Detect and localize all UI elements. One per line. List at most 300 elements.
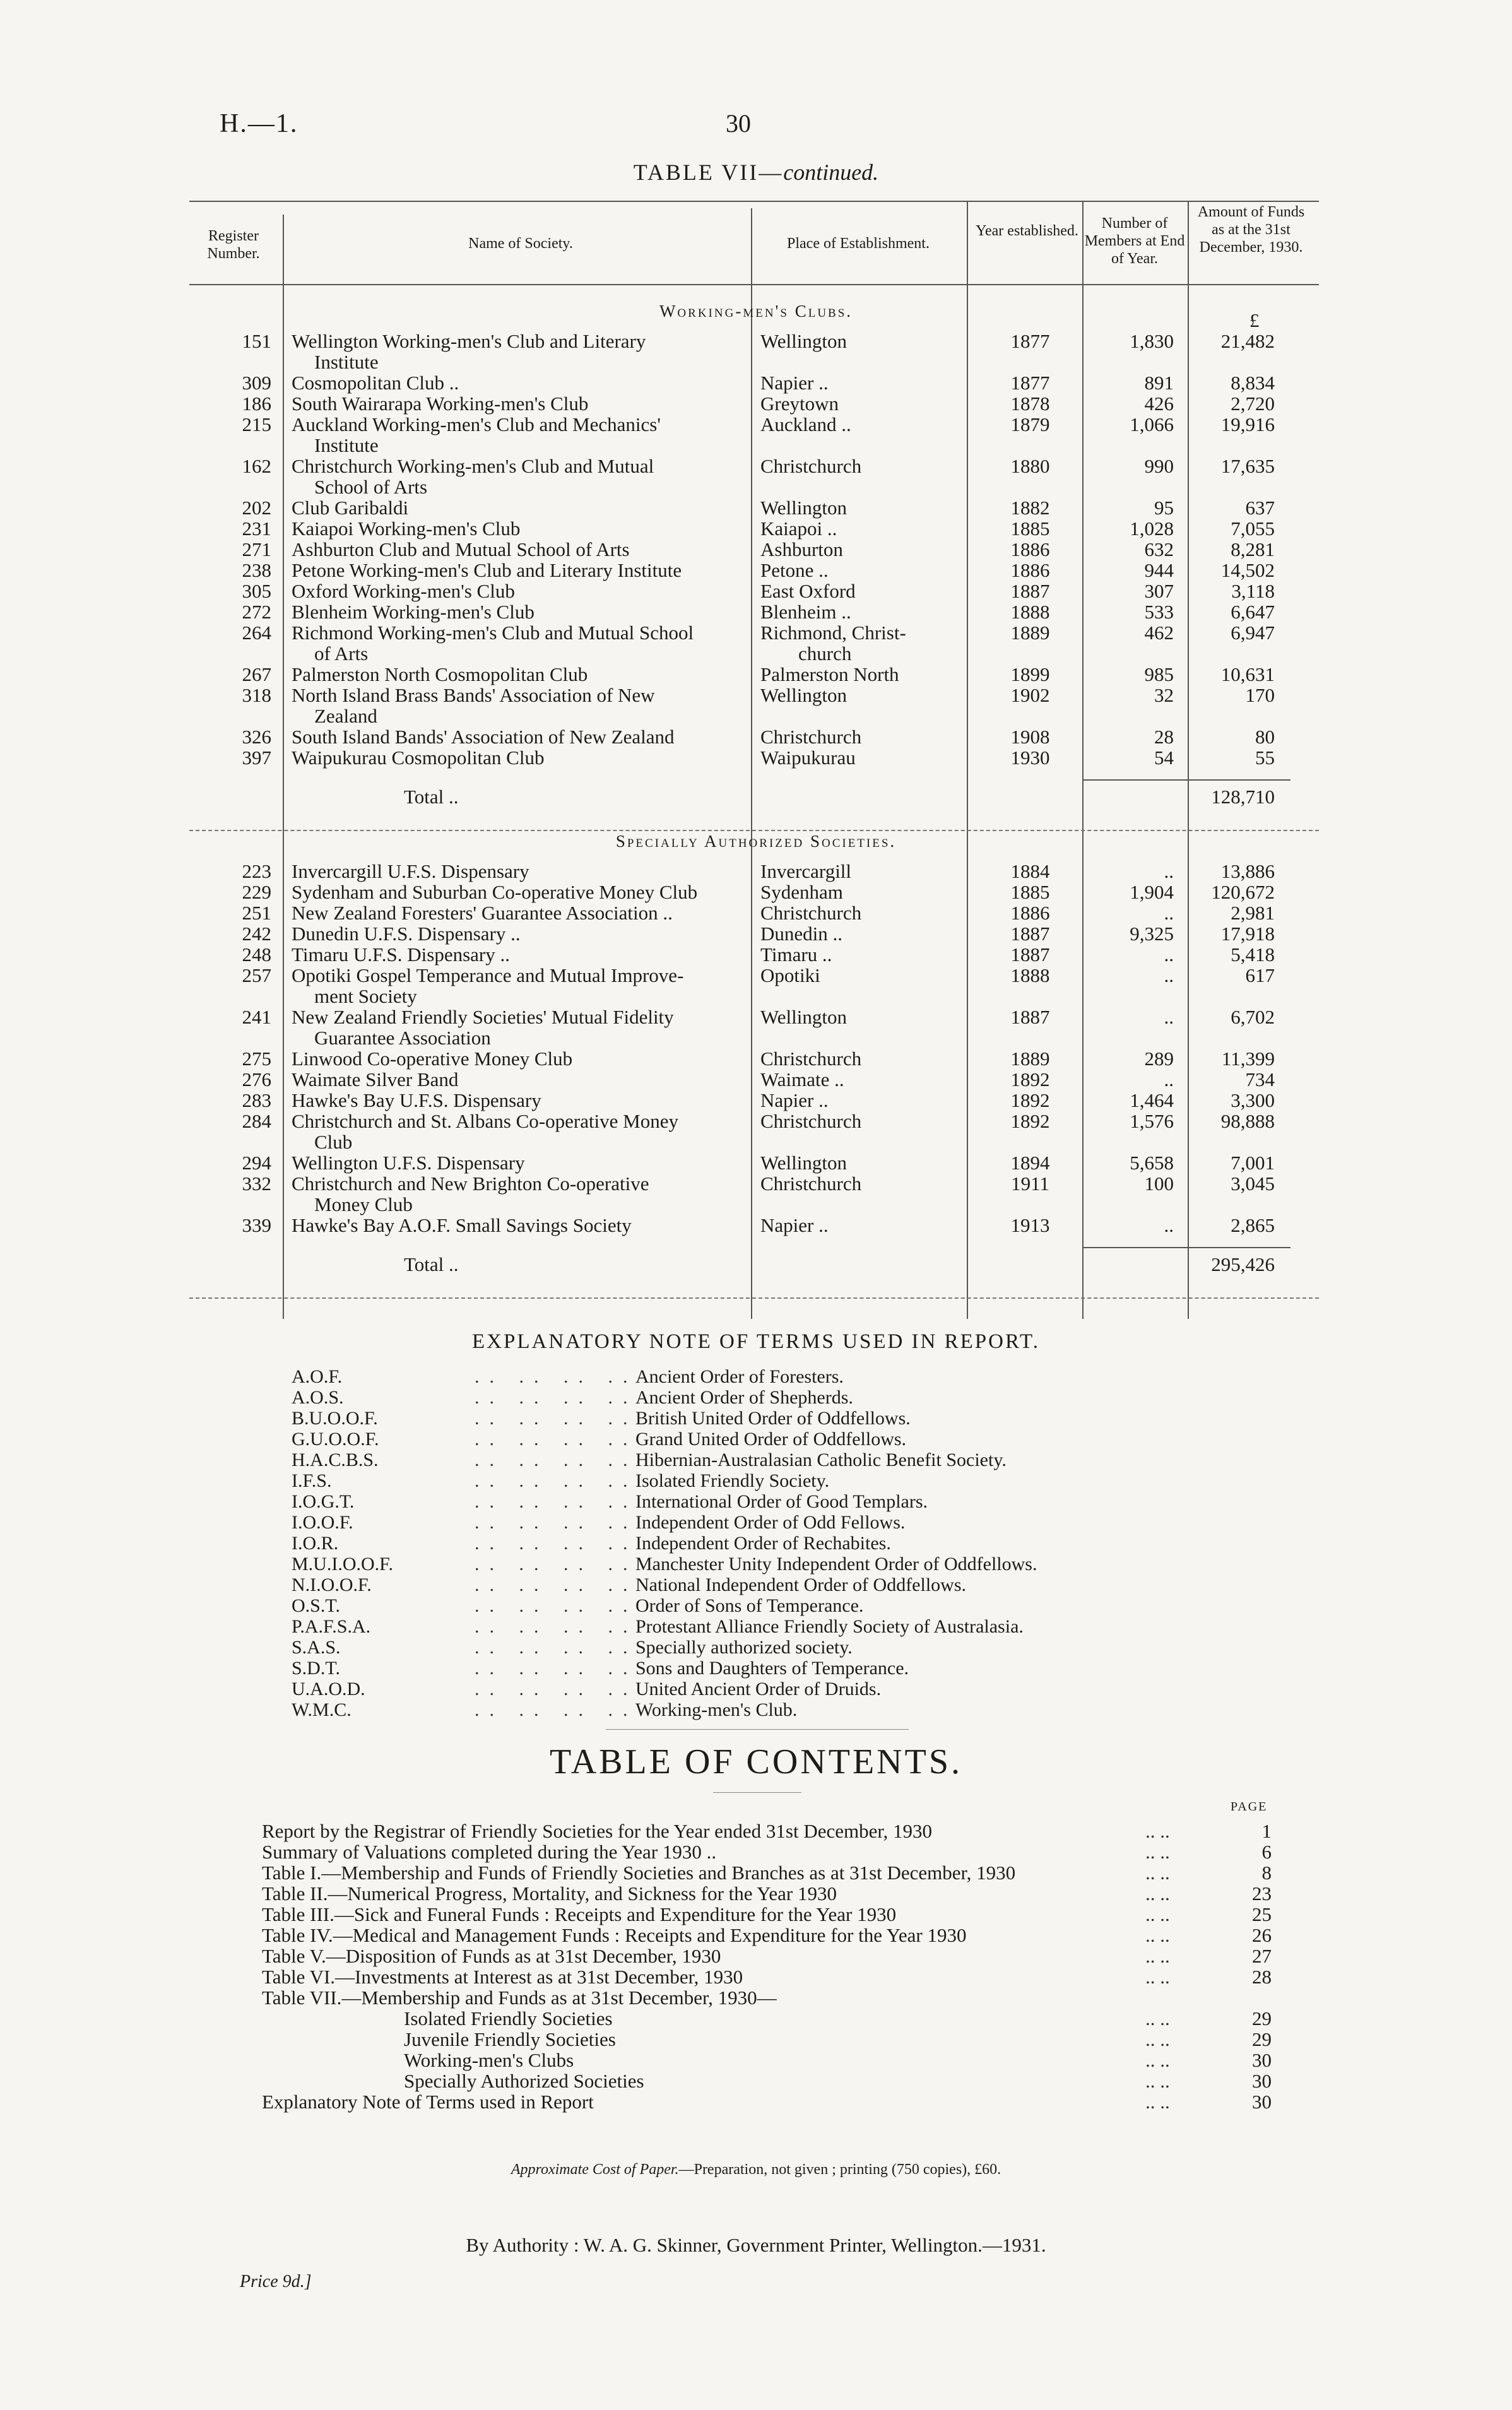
place-text: Wellington: [760, 684, 847, 706]
place-text: Wellington: [760, 1006, 847, 1028]
contents-item-title: Table IV.—Medical and Management Funds : Receipts and Expenditure for the Year 1930: [262, 1924, 967, 1946]
register-number: 276: [242, 1068, 271, 1090]
place-of-establishment: [760, 882, 956, 902]
year-established: 1894: [1010, 1152, 1050, 1174]
contents-item-title: Table II.—Numerical Progress, Mortality, and Sickness for the Year 1930: [262, 1882, 837, 1905]
contents-item-page: 29: [1252, 2028, 1272, 2050]
place-text: Palmerston North: [760, 663, 899, 685]
leader-dots: .. .. .. ..: [475, 1512, 638, 1533]
society-name-text: Opotiki Gospel Temperance and Mutual Improve-: [292, 964, 684, 986]
place-of-establishment: [760, 1215, 956, 1236]
year-established: 1882: [1010, 497, 1050, 519]
society-name-text: Timaru U.F.S. Dispensary ..: [292, 943, 511, 966]
society-name-text: Oxford Working-men's Club: [292, 580, 515, 602]
society-name: [292, 944, 740, 965]
society-name-text: Wellington U.F.S. Dispensary: [292, 1152, 525, 1174]
register-number: 186: [242, 393, 271, 415]
register-number: 238: [242, 559, 271, 581]
society-name-continued: Guarantee Association: [314, 1027, 491, 1049]
place-text: Ashburton: [760, 538, 843, 560]
society-name: [292, 497, 740, 518]
funds-amount: 7,001: [1231, 1152, 1275, 1174]
year-established: 1930: [1010, 747, 1050, 769]
abbreviation: A.O.S.: [292, 1387, 344, 1408]
funds-amount: 17,918: [1220, 923, 1275, 945]
contents-item-page: 6: [1261, 1841, 1272, 1863]
society-name-continued: Institute: [314, 351, 379, 373]
society-name-text: Richmond Working-men's Club and Mutual School: [292, 622, 694, 644]
register-number: 283: [242, 1089, 271, 1111]
leader-dots: .. .. .. ..: [475, 1450, 638, 1470]
place-text: Wellington: [760, 1152, 847, 1174]
abbreviation: I.O.O.F.: [292, 1512, 353, 1533]
abbreviation-meaning: Manchester Unity Independent Order of Oddfellows.: [635, 1554, 1037, 1574]
place-text: Wellington: [760, 497, 847, 519]
total-rule: [1082, 1247, 1291, 1248]
place-of-establishment: [760, 331, 956, 351]
leader-dots: .. .. .. ..: [475, 1533, 638, 1554]
funds-amount: 120,672: [1211, 881, 1275, 903]
contents-item-page: 23: [1252, 1882, 1272, 1905]
register-number: 257: [242, 964, 271, 986]
society-name: [292, 331, 740, 372]
col-members: Number of Members at End of Year.: [1084, 215, 1185, 267]
society-name: [292, 923, 740, 944]
society-name-text: Waipukurau Cosmopolitan Club: [292, 747, 545, 769]
year-established: 1877: [1010, 330, 1050, 352]
society-name-text: Hawke's Bay U.F.S. Dispensary: [292, 1089, 541, 1111]
register-number: 248: [242, 943, 271, 966]
place-of-establishment: [760, 1111, 956, 1131]
abbreviation: A.O.F.: [292, 1366, 343, 1387]
place-of-establishment: [760, 1152, 956, 1173]
society-name: [292, 1215, 740, 1236]
contents-item-title: Table VI.—Investments at Interest as at 31st December, 1930: [262, 1966, 743, 1988]
society-name: [292, 1152, 740, 1173]
society-name-text: Waimate Silver Band: [292, 1068, 459, 1090]
member-count: 9,325: [1130, 923, 1174, 945]
contents-item-page: 1: [1261, 1820, 1272, 1842]
society-name-continued: ment Society: [314, 985, 417, 1007]
funds-amount: 3,118: [1231, 580, 1275, 602]
register-number: 202: [242, 497, 271, 519]
funds-amount: 734: [1245, 1068, 1275, 1090]
abbreviation-meaning: National Independent Order of Oddfellows.: [635, 1574, 967, 1595]
funds-amount: 3,300: [1231, 1089, 1275, 1111]
leader-dots: .. .. .. ..: [475, 1679, 638, 1699]
place-text: Waimate ..: [760, 1068, 844, 1090]
member-count: 1,576: [1130, 1110, 1174, 1132]
place-of-establishment: [760, 923, 956, 944]
place-of-establishment: [760, 393, 956, 414]
year-established: 1885: [1010, 881, 1050, 903]
society-name-text: Cosmopolitan Club ..: [292, 372, 459, 394]
society-name: [292, 581, 740, 601]
funds-amount: 6,647: [1231, 601, 1275, 623]
contents-item-page: 26: [1252, 1924, 1272, 1946]
society-name: [292, 372, 740, 393]
year-established: 1887: [1010, 580, 1050, 602]
society-name: [292, 882, 740, 902]
year-established: 1889: [1010, 1048, 1050, 1070]
funds-amount: 10,631: [1220, 663, 1275, 685]
leader-dots: .. .. .. ..: [475, 1616, 638, 1637]
society-name: [292, 1069, 740, 1090]
member-count: 462: [1144, 622, 1174, 644]
society-name: [292, 393, 740, 414]
leader-dots: .. .. .. ..: [475, 1408, 638, 1429]
member-count: ..: [1164, 1006, 1174, 1028]
place-of-establishment: [760, 1007, 956, 1027]
society-name: [292, 747, 740, 768]
year-established: 1884: [1010, 860, 1050, 882]
leader-dots: .. .. .. ..: [475, 1491, 638, 1512]
register-number: 326: [242, 726, 271, 748]
contents-item-page: 28: [1252, 1966, 1272, 1988]
register-number: 305: [242, 580, 271, 602]
member-count: 5,658: [1130, 1152, 1174, 1174]
member-count: ..: [1164, 943, 1174, 966]
place-text: Auckland ..: [760, 413, 851, 435]
society-name: [292, 622, 740, 664]
register-number: 264: [242, 622, 271, 644]
register-number: 229: [242, 881, 271, 903]
contents-item-title: Table III.—Sick and Funeral Funds : Receipts and Expenditure for the Year 1930: [262, 1903, 897, 1925]
document-code: H.—1.: [220, 109, 298, 138]
col-year: Year established.: [976, 223, 1078, 239]
year-established: 1887: [1010, 923, 1050, 945]
member-count: 100: [1144, 1173, 1174, 1195]
currency-symbol: £: [1249, 309, 1260, 331]
place-of-establishment: [760, 1069, 956, 1090]
abbreviation-meaning: Hibernian-Australasian Catholic Benefit Society.: [635, 1450, 1007, 1470]
society-name-text: Christchurch and St. Albans Co-operative Money: [292, 1110, 679, 1132]
member-count: 307: [1144, 580, 1174, 602]
abbreviation-meaning: Order of Sons of Temperance.: [635, 1595, 864, 1616]
society-name: [292, 539, 740, 560]
place-text: Napier ..: [760, 372, 829, 394]
abbreviation-meaning: International Order of Good Templars.: [635, 1491, 928, 1512]
abbreviation: H.A.C.B.S.: [292, 1450, 379, 1470]
society-name-continued: Money Club: [314, 1193, 413, 1215]
funds-amount: 19,916: [1220, 413, 1275, 435]
leader-dots: .. ..: [1145, 2049, 1170, 2071]
member-count: 1,066: [1130, 413, 1174, 435]
total-label: Total ..: [404, 786, 459, 808]
leader-dots: .. ..: [1145, 1903, 1170, 1925]
funds-amount: 80: [1255, 726, 1275, 748]
leader-dots: .. .. .. ..: [475, 1387, 638, 1408]
member-count: 1,028: [1130, 517, 1174, 540]
place-of-establishment: [760, 685, 956, 706]
abbreviation: I.O.R.: [292, 1533, 339, 1554]
col-name: Name of Society.: [468, 235, 573, 252]
leader-dots: .. ..: [1145, 1820, 1170, 1842]
society-name-text: Palmerston North Cosmopolitan Club: [292, 663, 588, 685]
contents-item-title: Explanatory Note of Terms used in Report: [262, 2091, 594, 2113]
table-title: TABLE VII—continued.: [633, 160, 879, 185]
place-of-establishment: [760, 861, 956, 882]
place-of-establishment: [760, 560, 956, 581]
leader-dots: .. .. .. ..: [475, 1366, 638, 1387]
year-established: 1877: [1010, 372, 1050, 394]
society-name-text: Linwood Co-operative Money Club: [292, 1048, 573, 1070]
year-established: 1878: [1010, 393, 1050, 415]
society-name-text: New Zealand Foresters' Guarantee Association ..: [292, 902, 673, 924]
place-text: Invercargill: [760, 860, 852, 882]
place-text: Sydenham: [760, 881, 843, 903]
contents-item-title: Working-men's Clubs: [404, 2049, 574, 2071]
col-place: Place of Establishment.: [787, 235, 930, 252]
register-number: 284: [242, 1110, 271, 1132]
leader-dots: .. ..: [1145, 2091, 1170, 2113]
abbreviation-meaning: Specially authorized society.: [635, 1637, 853, 1658]
member-count: 426: [1144, 393, 1174, 415]
society-name: [292, 1007, 740, 1048]
member-count: 632: [1144, 538, 1174, 560]
member-count: 891: [1144, 372, 1174, 394]
society-name-text: Christchurch Working-men's Club and Mutual: [292, 455, 654, 477]
abbreviation: N.I.O.O.F.: [292, 1574, 372, 1595]
funds-amount: 17,635: [1220, 455, 1275, 477]
year-established: 1885: [1010, 517, 1050, 540]
page-column-label: PAGE: [1231, 1800, 1268, 1814]
member-count: 944: [1144, 559, 1174, 581]
contents-item-page: 30: [1252, 2049, 1272, 2071]
contents-item-page: 29: [1252, 2007, 1272, 2029]
explanatory-title: EXPLANATORY NOTE OF TERMS USED IN REPORT.: [472, 1330, 1040, 1353]
contents-item-page: 8: [1261, 1862, 1272, 1884]
place-of-establishment: [760, 1090, 956, 1111]
society-name: [292, 1111, 740, 1152]
abbreviation-meaning: Sons and Daughters of Temperance.: [635, 1658, 909, 1679]
member-count: 985: [1144, 663, 1174, 685]
section-rule: [189, 830, 1319, 831]
section-title: Specially Authorized Societies.: [615, 832, 897, 851]
leader-dots: .. .. .. ..: [475, 1699, 638, 1720]
place-of-establishment: [760, 1173, 956, 1194]
place-of-establishment: [760, 497, 956, 518]
register-number: 271: [242, 538, 271, 560]
year-established: 1888: [1010, 601, 1050, 623]
contents-item-page: 25: [1252, 1903, 1272, 1925]
society-name-text: Dunedin U.F.S. Dispensary ..: [292, 923, 521, 945]
place-text: Napier ..: [760, 1214, 829, 1236]
member-count: 990: [1144, 455, 1174, 477]
society-name: [292, 965, 740, 1007]
society-name: [292, 1090, 740, 1111]
total-label: Total ..: [404, 1253, 459, 1275]
society-name-continued: School of Arts: [314, 476, 428, 498]
contents-item-title: Table V.—Disposition of Funds as at 31st December, 1930: [262, 1945, 721, 1967]
contents-item-title: Isolated Friendly Societies: [404, 2007, 613, 2029]
leader-dots: .. ..: [1145, 1862, 1170, 1884]
year-established: 1908: [1010, 726, 1050, 748]
place-text: Timaru ..: [760, 943, 832, 966]
abbreviation: P.A.F.S.A.: [292, 1616, 371, 1637]
contents-item-page: 30: [1252, 2070, 1272, 2092]
abbreviation-meaning: Grand United Order of Oddfellows.: [635, 1429, 907, 1450]
funds-amount: 7,055: [1231, 517, 1275, 540]
place-text: Napier ..: [760, 1089, 829, 1111]
place-of-establishment: [760, 372, 956, 393]
year-established: 1892: [1010, 1068, 1050, 1090]
total-value: 295,426: [1211, 1253, 1275, 1275]
register-number: 294: [242, 1152, 271, 1174]
member-count: 32: [1154, 684, 1174, 706]
register-number: 242: [242, 923, 271, 945]
leader-dots: .. .. .. ..: [475, 1554, 638, 1574]
society-name: [292, 861, 740, 882]
leader-dots: .. ..: [1145, 1882, 1170, 1905]
place-text: Wellington: [760, 330, 847, 352]
place-of-establishment: [760, 1048, 956, 1069]
leader-dots: .. ..: [1145, 1841, 1170, 1863]
abbreviation: U.A.O.D.: [292, 1679, 365, 1699]
year-established: 1886: [1010, 902, 1050, 924]
member-count: ..: [1164, 964, 1174, 986]
contents-item-title: Table VII.—Membership and Funds as at 31st December, 1930—: [262, 1987, 777, 2009]
member-count: ..: [1164, 1068, 1174, 1090]
col-register: Register Number.: [207, 228, 260, 262]
member-count: ..: [1164, 1214, 1174, 1236]
society-name-continued: Club: [314, 1131, 353, 1153]
society-name-text: Wellington Working-men's Club and Literary: [292, 330, 646, 352]
member-count: 95: [1154, 497, 1174, 519]
place-text: Waipukurau: [760, 747, 856, 769]
total-value: 128,710: [1211, 786, 1275, 808]
funds-amount: 3,045: [1231, 1173, 1275, 1195]
society-name: [292, 1048, 740, 1069]
place-of-establishment: [760, 581, 956, 601]
abbreviation: I.F.S.: [292, 1470, 332, 1491]
abbreviation-meaning: Protestant Alliance Friendly Society of Australasia.: [635, 1616, 1024, 1637]
place-of-establishment: [760, 944, 956, 965]
abbreviation-meaning: Working-men's Club.: [635, 1699, 798, 1720]
place-text: Petone ..: [760, 559, 829, 581]
funds-amount: 6,702: [1231, 1006, 1275, 1028]
society-name-continued: Institute: [314, 434, 379, 456]
contents-title: TABLE OF CONTENTS.: [550, 1742, 962, 1781]
place-of-establishment: [760, 518, 956, 539]
member-count: ..: [1164, 902, 1174, 924]
leader-dots: .. ..: [1145, 2070, 1170, 2092]
society-name: [292, 560, 740, 581]
year-established: 1902: [1010, 684, 1050, 706]
abbreviation: S.A.S.: [292, 1637, 341, 1658]
place-continued: church: [798, 642, 852, 665]
funds-amount: 14,502: [1220, 559, 1275, 581]
register-number: 318: [242, 684, 271, 706]
society-name: [292, 456, 740, 497]
society-name-text: Kaiapoi Working-men's Club: [292, 517, 521, 540]
year-established: 1913: [1010, 1214, 1050, 1236]
funds-amount: 5,418: [1231, 943, 1275, 966]
society-name: [292, 518, 740, 539]
total-rule: [1082, 779, 1291, 781]
society-name-text: Petone Working-men's Club and Literary Institute: [292, 559, 682, 581]
funds-amount: 2,981: [1231, 902, 1275, 924]
place-text: Greytown: [760, 393, 839, 415]
funds-amount: 98,888: [1220, 1110, 1275, 1132]
society-name-text: North Island Brass Bands' Association of New: [292, 684, 655, 706]
abbreviation: B.U.O.O.F.: [292, 1408, 378, 1429]
society-name: [292, 685, 740, 726]
year-established: 1892: [1010, 1089, 1050, 1111]
leader-dots: .. ..: [1145, 1966, 1170, 1988]
society-name: [292, 414, 740, 456]
abbreviation: W.M.C.: [292, 1699, 351, 1720]
society-name: [292, 601, 740, 622]
abbreviation-meaning: British United Order of Oddfellows.: [635, 1408, 911, 1429]
society-name: [292, 726, 740, 747]
society-name-continued: Zealand: [314, 705, 377, 727]
place-of-establishment: [760, 747, 956, 768]
year-established: 1911: [1011, 1173, 1049, 1195]
leader-dots: .. .. .. ..: [475, 1595, 638, 1616]
place-text: Christchurch: [760, 455, 862, 477]
member-count: ..: [1164, 860, 1174, 882]
abbreviation-meaning: Independent Order of Rechabites.: [635, 1533, 891, 1554]
place-text: Christchurch: [760, 726, 862, 748]
leader-dots: .. ..: [1145, 2007, 1170, 2029]
year-established: 1889: [1010, 622, 1050, 644]
funds-amount: 617: [1245, 964, 1275, 986]
member-count: 1,830: [1130, 330, 1174, 352]
member-count: 1,904: [1130, 881, 1174, 903]
year-established: 1880: [1010, 455, 1050, 477]
funds-amount: 13,886: [1220, 860, 1275, 882]
contents-item-page: 30: [1252, 2091, 1272, 2113]
place-text: Richmond, Christ-: [760, 622, 906, 644]
printer-authority: By Authority : W. A. G. Skinner, Government Printer, Wellington.—1931.: [466, 2234, 1046, 2256]
register-number: 231: [242, 517, 271, 540]
page-number: 30: [726, 109, 751, 138]
year-established: 1887: [1010, 943, 1050, 966]
funds-amount: 6,947: [1231, 622, 1275, 644]
abbreviation: M.U.I.O.O.F.: [292, 1554, 393, 1574]
register-number: 151: [242, 330, 271, 352]
place-of-establishment: [760, 726, 956, 747]
year-established: 1899: [1010, 663, 1050, 685]
leader-dots: .. .. .. ..: [475, 1658, 638, 1679]
register-number: 251: [242, 902, 271, 924]
funds-amount: 11,399: [1221, 1048, 1275, 1070]
society-name-text: Club Garibaldi: [292, 497, 409, 519]
funds-amount: 2,720: [1231, 393, 1275, 415]
member-count: 28: [1154, 726, 1174, 748]
place-text: Christchurch: [760, 1048, 862, 1070]
place-text: Blenheim ..: [760, 601, 851, 623]
register-number: 162: [242, 455, 271, 477]
year-established: 1892: [1010, 1110, 1050, 1132]
register-number: 332: [242, 1173, 271, 1195]
section-title: Working-men's Clubs.: [659, 302, 853, 321]
society-name: [292, 1173, 740, 1215]
society-name: [292, 664, 740, 685]
col-funds: Amount of Funds as at the 31st December, 1930.: [1197, 204, 1305, 256]
society-name-continued: of Arts: [314, 642, 369, 665]
register-number: 241: [242, 1006, 271, 1028]
abbreviation-meaning: United Ancient Order of Druids.: [635, 1679, 882, 1699]
society-name-text: New Zealand Friendly Societies' Mutual Fidelity: [292, 1006, 674, 1028]
funds-amount: 637: [1245, 497, 1275, 519]
abbreviation-meaning: Ancient Order of Foresters.: [635, 1366, 844, 1387]
abbreviation-meaning: Isolated Friendly Society.: [635, 1470, 830, 1491]
society-name-text: Invercargill U.F.S. Dispensary: [292, 860, 529, 882]
member-count: 289: [1144, 1048, 1174, 1070]
price: Price 9d.]: [240, 2272, 312, 2291]
